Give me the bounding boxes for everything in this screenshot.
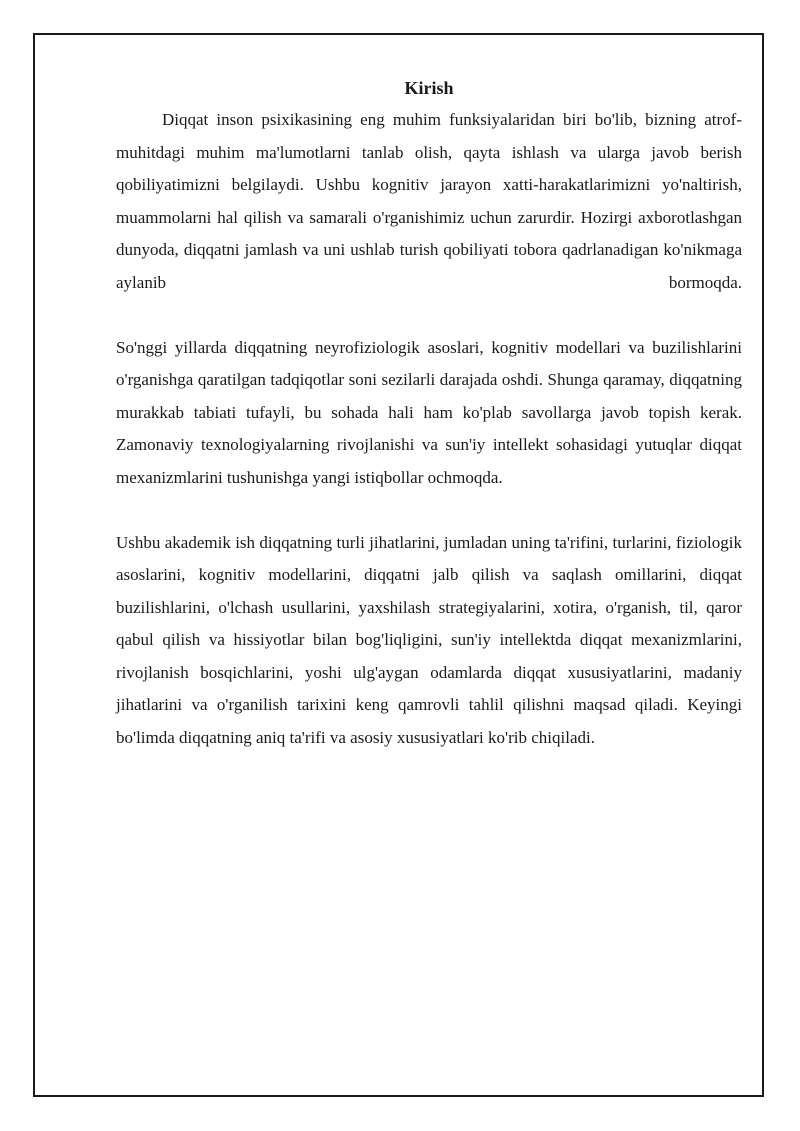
paragraph-spacer bbox=[116, 299, 742, 332]
paragraph-research: So'nggi yillarda diqqatning neyrofiziologik asoslari, kognitiv modellari va buzilishlarini o'rganishga qaratilgan tadqiqotlar soni sezilarli darajada oshdi. Shunga qaramay, diqqatning murakkab tabiati tufayli, bu sohada hali ham ko'plab savollarga javob topish kerak. Zamonaviy texnologiyalarning rivojlanishi va sun'iy intellekt sohasidagi yutuqlar diqqat mexanizmlarini tushunishga yangi istiqbollar ochmoqda. bbox=[116, 337, 742, 487]
paragraph-scope: Ushbu akademik ish diqqatning turli jihatlarini, jumladan uning ta'rifini, turlarini, fiziologik asoslarini, kognitiv modellarini, diqqatni jalb qilish va saqlash omillarini, diqqat buzilishlarini, o'lchash usullarini, yaxshilash strategiyalarini, xotira, o'rganish, til, qaror qabul qilish va hissiyotlar bilan bog'liqligini, sun'iy intellektda diqqat mexanizmlarini, rivojlanish bosqichlarini, yoshi ulg'aygan odamlarda diqqat xususiyatlarini, madaniy jihatlarini va o'rganilish tarixini keng qamrovli tahlil qilishni maqsad qiladi. Keyingi bo'limda diqqatning aniq ta'rifi va asosiy xususiyatlari ko'rib chiqiladi. bbox=[116, 532, 742, 747]
paragraph-intro: Diqqat inson psixikasining eng muhim funksiyalaridan biri bo'lib, bizning atrof-muhitdagi muhim ma'lumotlarni tanlab olish, qayta ishlash va ularga javob berish qobiliyatimizni belgilaydi. Ushbu kognitiv jarayon xatti-harakatlarimizni yo'naltirish, muammolarni hal qilish va samarali o'rganishimiz uchun zarurdir. Hozirgi axborotlashgan dunyoda, diqqatni jamlash va uni ushlab turish qobiliyati tobora qadrlanadigan ko'nikmaga aylanib bormoqda. bbox=[116, 110, 742, 292]
document-body bbox=[116, 74, 742, 754]
paragraph-spacer bbox=[116, 494, 742, 527]
section-title: Kirish bbox=[404, 78, 454, 98]
